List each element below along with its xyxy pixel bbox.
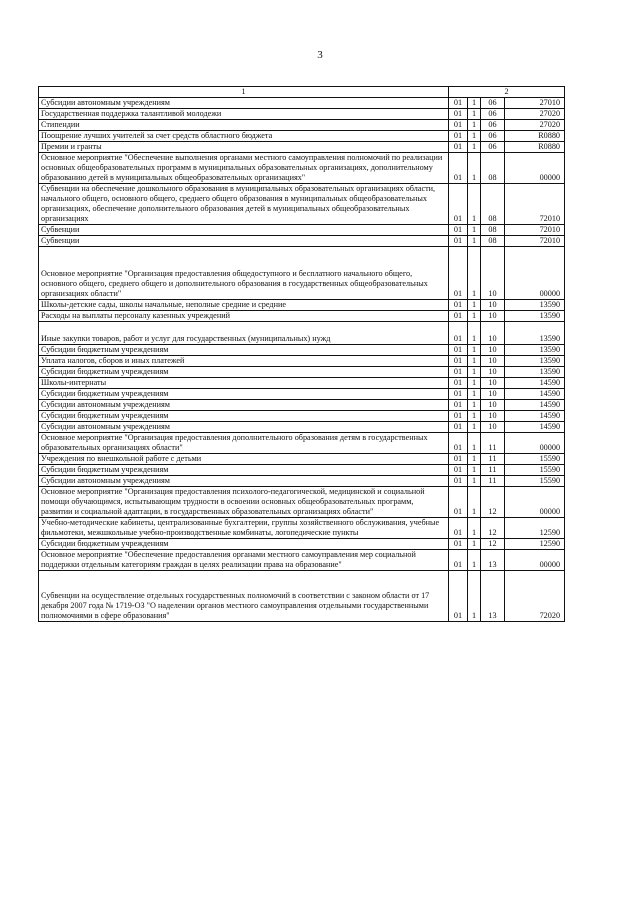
row-code-b: 1	[468, 411, 481, 422]
row-code-a: 01	[449, 356, 468, 367]
row-name: Субсидии бюджетным учреждениям	[39, 539, 449, 550]
row-code-target: 14590	[505, 389, 565, 400]
row-code-a: 01	[449, 389, 468, 400]
row-code-b: 1	[468, 389, 481, 400]
table-row	[39, 225, 565, 236]
row-code-target: 12590	[505, 518, 565, 539]
row-code-b: 1	[468, 225, 481, 236]
row-code-a: 01	[449, 433, 468, 454]
row-code-b: 1	[468, 571, 481, 622]
row-name: Субсидии автономным учреждениям	[39, 476, 449, 487]
row-name: Основное мероприятие "Обеспечение предоставления органами местного самоуправления мер социальной поддержки отдельным категориям граждан в целях реализации права на образование"	[39, 550, 449, 571]
budget-classification-table	[38, 86, 565, 622]
row-code-b: 1	[468, 300, 481, 311]
row-name: Основное мероприятие "Обеспечение выполнения органами местного самоуправления полномочий по реализации основных общеобразовательных программ в муниципальных образовательных организациях, дополнительному образованию детей в муниципальных общеобразовательных организациях"	[39, 153, 449, 184]
row-code-a: 01	[449, 422, 468, 433]
row-code-c: 10	[481, 367, 505, 378]
row-code-c: 10	[481, 356, 505, 367]
row-code-a: 01	[449, 465, 468, 476]
table-row	[39, 142, 565, 153]
table-row	[39, 153, 565, 184]
row-name: Субсидии автономным учреждениям	[39, 422, 449, 433]
table-row	[39, 120, 565, 131]
row-code-c: 10	[481, 311, 505, 322]
row-code-a: 01	[449, 571, 468, 622]
table-row	[39, 571, 565, 622]
row-code-target: 13590	[505, 356, 565, 367]
row-code-c: 11	[481, 433, 505, 454]
row-code-b: 1	[468, 109, 481, 120]
row-code-c: 10	[481, 422, 505, 433]
row-code-target: 00000	[505, 247, 565, 300]
row-code-c: 08	[481, 153, 505, 184]
row-code-b: 1	[468, 247, 481, 300]
row-name: Иные закупки товаров, работ и услуг для государственных (муниципальных) нужд	[39, 322, 449, 345]
row-code-b: 1	[468, 539, 481, 550]
row-code-target: 00000	[505, 550, 565, 571]
row-code-target: R0880	[505, 131, 565, 142]
row-code-c: 10	[481, 300, 505, 311]
row-code-a: 01	[449, 184, 468, 225]
row-code-a: 01	[449, 550, 468, 571]
row-name: Стипендии	[39, 120, 449, 131]
row-code-c: 10	[481, 345, 505, 356]
row-code-b: 1	[468, 465, 481, 476]
row-name: Субвенции	[39, 236, 449, 247]
row-name: Субсидии бюджетным учреждениям	[39, 389, 449, 400]
row-code-target: 00000	[505, 153, 565, 184]
row-name: Школы-интернаты	[39, 378, 449, 389]
row-code-a: 01	[449, 539, 468, 550]
row-code-b: 1	[468, 311, 481, 322]
row-code-target: 27020	[505, 109, 565, 120]
row-code-target: 27020	[505, 120, 565, 131]
table-row	[39, 322, 565, 345]
row-name: Основное мероприятие "Организация предоставления психолого-педагогической, медицинской и социальной помощи обучающимся, испытывающим трудности в освоении основных общеобразовательных программ, развитии и социальной адаптации, в государственных образовательных организациях области"	[39, 487, 449, 518]
row-code-target: 13590	[505, 345, 565, 356]
row-code-target: 15590	[505, 454, 565, 465]
table-row	[39, 433, 565, 454]
row-name: Премии и гранты	[39, 142, 449, 153]
row-code-b: 1	[468, 518, 481, 539]
header-col-2: 2	[449, 87, 565, 98]
table-row	[39, 454, 565, 465]
table-row	[39, 236, 565, 247]
row-code-a: 01	[449, 109, 468, 120]
table-row	[39, 247, 565, 300]
row-code-c: 11	[481, 465, 505, 476]
row-name: Школы-детские сады, школы начальные, неполные средние и средние	[39, 300, 449, 311]
row-code-c: 12	[481, 518, 505, 539]
row-code-b: 1	[468, 236, 481, 247]
row-code-c: 08	[481, 236, 505, 247]
table-row	[39, 411, 565, 422]
row-name: Учебно-методические кабинеты, централизованные бухгалтерии, группы хозяйственного обслуживания, учебные фильмотеки, межшкольные учебно-производственные комбинаты, логопедические пункты	[39, 518, 449, 539]
row-code-c: 12	[481, 539, 505, 550]
row-code-c: 10	[481, 400, 505, 411]
row-code-a: 01	[449, 236, 468, 247]
row-code-target: 13590	[505, 322, 565, 345]
row-code-c: 13	[481, 571, 505, 622]
row-code-b: 1	[468, 433, 481, 454]
row-code-a: 01	[449, 322, 468, 345]
table-row	[39, 400, 565, 411]
table-row	[39, 109, 565, 120]
row-code-c: 08	[481, 225, 505, 236]
row-code-b: 1	[468, 454, 481, 465]
row-code-target: 13590	[505, 311, 565, 322]
row-code-target: 72010	[505, 225, 565, 236]
row-code-a: 01	[449, 345, 468, 356]
row-name: Государственная поддержка талантливой молодежи	[39, 109, 449, 120]
row-code-a: 01	[449, 142, 468, 153]
row-code-c: 06	[481, 109, 505, 120]
row-code-c: 10	[481, 322, 505, 345]
row-name: Субвенции	[39, 225, 449, 236]
table-row	[39, 476, 565, 487]
row-code-target: 72010	[505, 184, 565, 225]
row-code-b: 1	[468, 131, 481, 142]
row-code-target: 14590	[505, 422, 565, 433]
row-code-c: 11	[481, 454, 505, 465]
row-code-b: 1	[468, 378, 481, 389]
row-code-b: 1	[468, 120, 481, 131]
row-code-target: R0880	[505, 142, 565, 153]
row-code-b: 1	[468, 356, 481, 367]
row-code-c: 06	[481, 131, 505, 142]
row-code-a: 01	[449, 411, 468, 422]
table-row	[39, 345, 565, 356]
row-code-b: 1	[468, 184, 481, 225]
row-code-c: 10	[481, 411, 505, 422]
row-code-b: 1	[468, 153, 481, 184]
row-name: Учреждения по внешкольной работе с детьми	[39, 454, 449, 465]
row-code-a: 01	[449, 131, 468, 142]
row-code-target: 00000	[505, 433, 565, 454]
row-name: Основное мероприятие "Организация предоставления дополнительного образования детям в государственных образовательных организациях области"	[39, 433, 449, 454]
row-code-c: 06	[481, 120, 505, 131]
table-row	[39, 550, 565, 571]
row-code-a: 01	[449, 311, 468, 322]
row-code-b: 1	[468, 345, 481, 356]
row-code-b: 1	[468, 400, 481, 411]
row-code-a: 01	[449, 300, 468, 311]
row-name: Субвенции на осуществление отдельных государственных полномочий в соответствии с законом области от 17 декабря 2007 года № 1719-ОЗ "О наделении органов местного самоуправления отдельными государственными полномочиями в сфере образования"	[39, 571, 449, 622]
row-code-b: 1	[468, 487, 481, 518]
row-name: Расходы на выплаты персоналу казенных учреждений	[39, 311, 449, 322]
row-code-c: 10	[481, 378, 505, 389]
table-row	[39, 311, 565, 322]
row-name: Уплата налогов, сборов и иных платежей	[39, 356, 449, 367]
row-code-a: 01	[449, 487, 468, 518]
row-name: Основное мероприятие "Организация предоставления общедоступного и бесплатного начального общего, основного общего, среднего общего и дополнительного образования в государственных общеобразовательных организациях области"	[39, 247, 449, 300]
row-code-c: 11	[481, 476, 505, 487]
row-code-target: 12590	[505, 539, 565, 550]
row-code-b: 1	[468, 476, 481, 487]
row-code-a: 01	[449, 367, 468, 378]
table-row	[39, 378, 565, 389]
row-code-a: 01	[449, 454, 468, 465]
table-row	[39, 539, 565, 550]
row-code-b: 1	[468, 142, 481, 153]
row-name: Субсидии автономным учреждениям	[39, 98, 449, 109]
row-name: Субсидии бюджетным учреждениям	[39, 367, 449, 378]
row-code-target: 14590	[505, 378, 565, 389]
table-row	[39, 487, 565, 518]
row-code-a: 01	[449, 518, 468, 539]
row-code-target: 15590	[505, 476, 565, 487]
row-code-a: 01	[449, 400, 468, 411]
row-code-target: 00000	[505, 487, 565, 518]
table-row	[39, 422, 565, 433]
header-col-1: 1	[39, 87, 449, 98]
row-code-a: 01	[449, 120, 468, 131]
row-code-target: 13590	[505, 367, 565, 378]
row-name: Субсидии автономным учреждениям	[39, 400, 449, 411]
row-code-b: 1	[468, 367, 481, 378]
table-row	[39, 465, 565, 476]
row-name: Поощрение лучших учителей за счет средств областного бюджета	[39, 131, 449, 142]
row-name: Субсидии бюджетным учреждениям	[39, 345, 449, 356]
row-code-c: 13	[481, 550, 505, 571]
row-name: Субвенции на обеспечение дошкольного образования в муниципальных образовательных организациях области, начального общего, основного общего, среднего общего образования в муниципальных общеобразовательных организациях, обеспечение дополнительного образования детей в муниципальных общеобразовательных организациях	[39, 184, 449, 225]
table-row	[39, 356, 565, 367]
table-row	[39, 98, 565, 109]
table-row	[39, 367, 565, 378]
row-code-a: 01	[449, 225, 468, 236]
row-code-a: 01	[449, 98, 468, 109]
row-code-target: 72020	[505, 571, 565, 622]
row-code-b: 1	[468, 550, 481, 571]
row-code-target: 14590	[505, 400, 565, 411]
row-code-b: 1	[468, 98, 481, 109]
row-code-target: 13590	[505, 300, 565, 311]
table-row	[39, 518, 565, 539]
page-number: 3	[317, 49, 323, 61]
table-row	[39, 389, 565, 400]
row-code-b: 1	[468, 322, 481, 345]
row-code-a: 01	[449, 153, 468, 184]
row-code-target: 14590	[505, 411, 565, 422]
row-code-target: 72010	[505, 236, 565, 247]
row-code-c: 10	[481, 247, 505, 300]
row-code-target: 27010	[505, 98, 565, 109]
row-code-c: 08	[481, 184, 505, 225]
row-code-c: 06	[481, 98, 505, 109]
table-row	[39, 184, 565, 225]
row-name: Субсидии бюджетным учреждениям	[39, 411, 449, 422]
row-code-c: 12	[481, 487, 505, 518]
table-header-row	[39, 87, 565, 98]
row-code-a: 01	[449, 378, 468, 389]
row-code-a: 01	[449, 476, 468, 487]
row-code-c: 10	[481, 389, 505, 400]
row-code-c: 06	[481, 142, 505, 153]
table-row	[39, 131, 565, 142]
row-name: Субсидии бюджетным учреждениям	[39, 465, 449, 476]
row-code-a: 01	[449, 247, 468, 300]
table-row	[39, 300, 565, 311]
row-code-b: 1	[468, 422, 481, 433]
row-code-target: 15590	[505, 465, 565, 476]
